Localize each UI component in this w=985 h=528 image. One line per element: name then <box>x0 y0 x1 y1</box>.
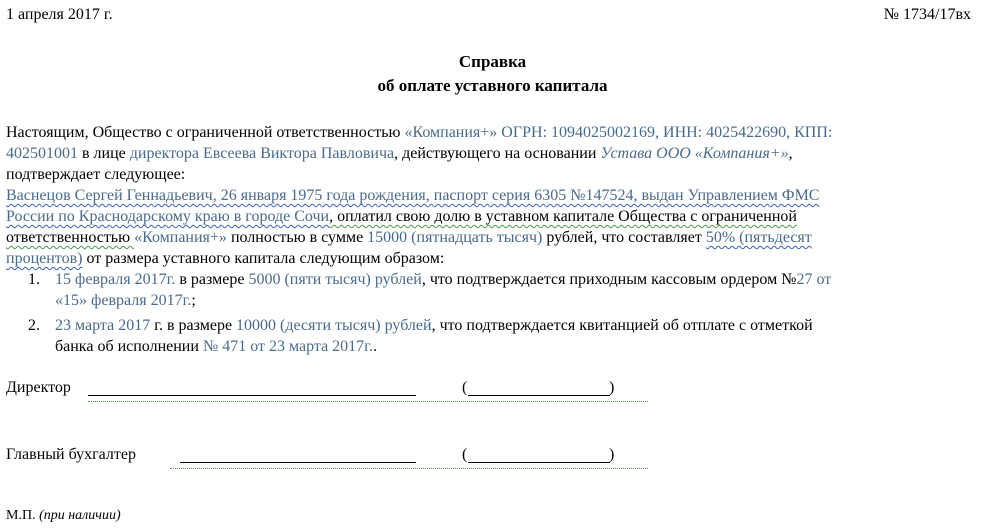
stamp-note: (при наличии) <box>39 508 121 523</box>
text-segment: , что подтверждается приходным кассовым ордером № <box>421 271 797 288</box>
payment-date: 23 марта 2017 <box>55 317 151 334</box>
spellcheck-underline <box>88 397 648 402</box>
order-date: «15» февраля 2017г. <box>55 292 192 309</box>
body-line-5 <box>6 208 797 226</box>
stamp-label: М.П. <box>6 508 40 523</box>
list-marker: 2. <box>28 317 40 334</box>
list-item-continuation <box>55 292 196 310</box>
kpp-value: 402501001 <box>6 145 78 162</box>
body-line-2 <box>6 145 793 163</box>
document-number: № 1734/17вх <box>883 6 971 23</box>
text-segment: , действующего на основании <box>394 145 601 162</box>
body-line-3: подтверждает следующее: <box>6 166 186 183</box>
director-label: Директор <box>6 379 71 396</box>
body-line-4 <box>6 187 819 205</box>
payment-amount: 10000 (десяти тысяч) рублей <box>236 317 432 334</box>
director-name: директора Евсеева Виктора Павловича <box>129 145 395 162</box>
text-segment: , <box>788 145 793 162</box>
order-number: 27 от <box>796 271 832 288</box>
open-paren: ( <box>462 379 468 396</box>
close-paren: ) <box>609 446 615 463</box>
share-percent-cont: процентов) <box>6 250 83 267</box>
accountant-signature-line <box>180 448 416 463</box>
text-segment: полностью в сумме <box>226 229 368 246</box>
close-paren: ) <box>609 379 615 396</box>
text-segment: рублей, что составляет <box>542 229 706 246</box>
accountant-signature-row <box>6 446 136 464</box>
issuing-authority: России по Краснодарскому краю в городе Сочи <box>6 208 330 225</box>
body-line-1 <box>6 124 832 142</box>
payment-amount: 15000 (пятнадцать тысяч) <box>367 229 543 246</box>
director-signature-line <box>88 381 416 396</box>
text-segment: в лице <box>78 145 130 162</box>
stamp-placeholder <box>6 508 121 524</box>
list-item <box>55 271 831 289</box>
body-line-6 <box>6 229 812 247</box>
text-segment: банка об исполнении <box>55 338 203 355</box>
participant-details: Васнецов Сергей Геннадьевич, 26 января 1975 года рождения, паспорт серия 6305 №147524, выдан Управлением ФМС <box>6 187 820 204</box>
director-name-line <box>468 381 610 396</box>
open-paren: ( <box>462 446 468 463</box>
text-segment: в размере <box>175 271 249 288</box>
director-signature-row <box>6 379 71 397</box>
text-segment: . <box>372 338 377 355</box>
receipt-number: № 471 от 23 марта 2017г. <box>202 338 373 355</box>
text-segment: ответственностью <box>6 229 135 246</box>
text-segment: Настоящим, Общество с ограниченной ответственностью <box>6 124 405 141</box>
list-item-continuation <box>55 338 377 356</box>
text-segment: , оплатил свою долю в уставном капитале Общества с ограниченной <box>329 208 797 225</box>
body-line-7 <box>6 250 444 268</box>
text-segment: ; <box>191 292 196 309</box>
charter-reference: Устава ООО «Компания+» <box>600 145 789 162</box>
payment-date: 15 февраля 2017г. <box>55 271 176 288</box>
spellcheck-underline <box>170 464 648 469</box>
text-segment: , что подтверждается квитанцией об отплате с отметкой <box>431 317 813 334</box>
document-date: 1 апреля 2017 г. <box>6 6 113 23</box>
list-item <box>55 317 813 335</box>
company-details: «Компания+» ОГРН: 1094025002169, ИНН: 4025422690, КПП: <box>404 124 833 141</box>
text-segment: г. в размере <box>150 317 237 334</box>
document-title: Справка <box>458 52 527 71</box>
payment-amount: 5000 (пяти тысяч) рублей <box>248 271 422 288</box>
document-subtitle: об оплате уставного капитала <box>377 76 608 95</box>
accountant-label: Главный бухгалтер <box>6 446 136 463</box>
company-name: «Компания+» <box>134 229 227 246</box>
share-percent: 50% (пятьдесят <box>705 229 812 246</box>
accountant-name-line <box>468 448 610 463</box>
text-segment: от размера уставного капитала следующим образом: <box>82 250 445 267</box>
list-marker: 1. <box>28 271 40 288</box>
